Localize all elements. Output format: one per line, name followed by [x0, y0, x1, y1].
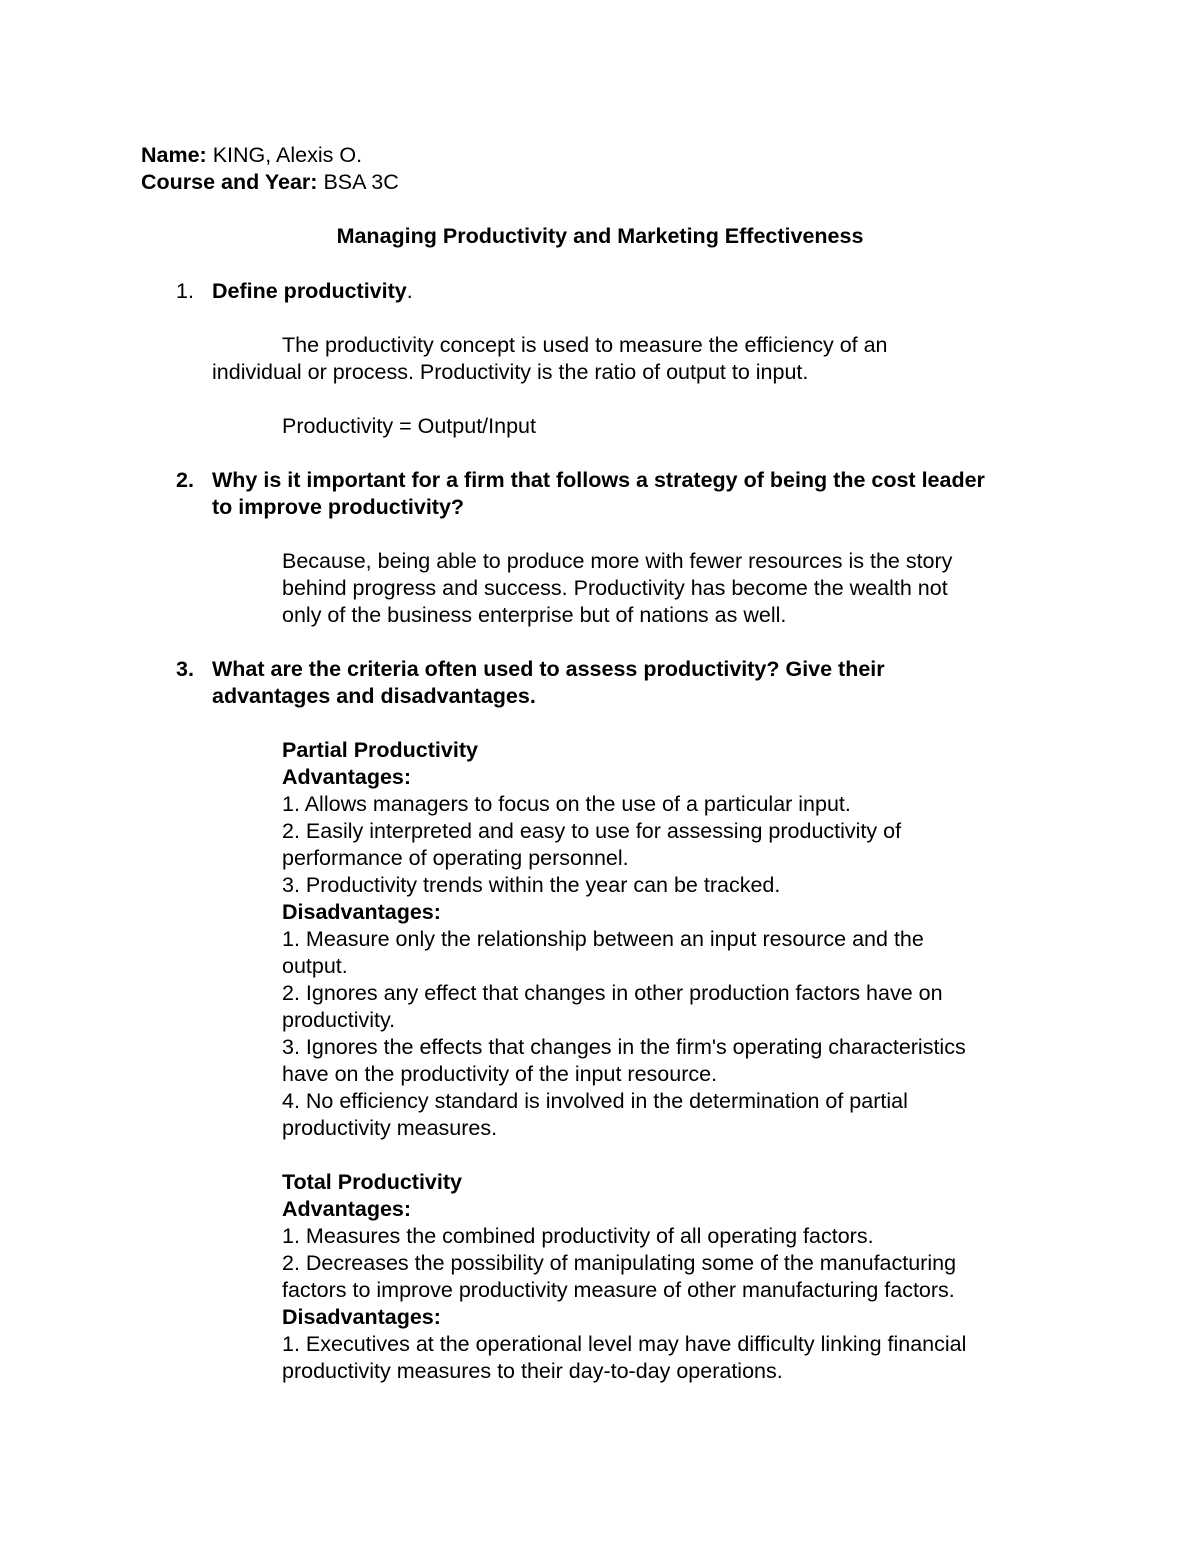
partial-disadvantage-line: 4. No efficiency standard is involved in the determination of partial: [282, 1089, 908, 1113]
q2-question-line: Why is it important for a firm that follows a strategy of being the cost leader: [212, 468, 985, 492]
name-value: KING, Alexis O.: [212, 143, 363, 167]
q3-question-line: advantages and disadvantages.: [212, 684, 536, 708]
q2-answer: [282, 548, 952, 629]
partial-disadvantage-line: 3. Ignores the effects that changes in the firm's operating characteristics: [282, 1035, 966, 1059]
partial-advantage-line: performance of operating personnel.: [282, 846, 629, 870]
q3-question-line: What are the criteria often used to assess productivity? Give their: [212, 657, 885, 681]
q1-question-period: .: [406, 279, 413, 303]
q2-question-line: to improve productivity?: [212, 495, 465, 519]
q1-answer-line: individual or process. Productivity is the ratio of output to input.: [212, 360, 809, 384]
course-label: Course and Year:: [141, 170, 318, 194]
partial-disadvantage-line: output.: [282, 954, 348, 978]
q1-question-text: Define productivity: [212, 279, 407, 303]
course-line: [141, 169, 399, 196]
name-label: Name:: [141, 143, 207, 167]
total-disadvantage-line: 1. Executives at the operational level may have difficulty linking financial: [282, 1332, 967, 1356]
partial-productivity-heading: Partial Productivity: [282, 738, 478, 762]
total-advantage-line: 2. Decreases the possibility of manipulating some of the manufacturing: [282, 1251, 957, 1275]
partial-disadvantages-label: Disadvantages:: [282, 900, 441, 924]
q2-answer-line: behind progress and success. Productivity has become the wealth not: [282, 576, 948, 600]
q3-number: 3.: [176, 657, 194, 681]
partial-disadvantage-line: productivity.: [282, 1008, 396, 1032]
partial-disadvantage-line: have on the productivity of the input resource.: [282, 1062, 718, 1086]
q1-formula: Productivity = Output/Input: [282, 414, 536, 438]
total-disadvantage-line: productivity measures to their day-to-day operations.: [282, 1359, 783, 1383]
partial-disadvantage-line: productivity measures.: [282, 1116, 498, 1140]
partial-advantages-label: Advantages:: [282, 765, 412, 789]
q1-question: [212, 278, 413, 305]
total-advantage-line: 1. Measures the combined productivity of all operating factors.: [282, 1224, 874, 1248]
name-line: [141, 142, 362, 169]
total-disadvantages-label: Disadvantages:: [282, 1305, 441, 1329]
q2-answer-line: Because, being able to produce more with fewer resources is the story: [282, 549, 953, 573]
total-advantages-label: Advantages:: [282, 1197, 412, 1221]
total-productivity-heading: Total Productivity: [282, 1170, 462, 1194]
course-value: BSA 3C: [323, 170, 399, 194]
total-productivity-section: [282, 1169, 966, 1385]
q1-number: 1.: [176, 279, 194, 303]
q2-number: 2.: [176, 468, 194, 492]
partial-disadvantage-line: 1. Measure only the relationship between an input resource and the: [282, 927, 924, 951]
document-title: Managing Productivity and Marketing Effectiveness: [336, 224, 864, 248]
partial-disadvantage-line: 2. Ignores any effect that changes in other production factors have on: [282, 981, 943, 1005]
partial-productivity-section: [282, 737, 966, 1142]
total-advantage-line: factors to improve productivity measure of other manufacturing factors.: [282, 1278, 955, 1302]
partial-advantage-line: 2. Easily interpreted and easy to use for assessing productivity of: [282, 819, 902, 843]
q1-answer-line: The productivity concept is used to measure the efficiency of an: [282, 333, 888, 357]
partial-advantage-line: 1. Allows managers to focus on the use of a particular input.: [282, 792, 851, 816]
partial-advantage-line: 3. Productivity trends within the year can be tracked.: [282, 873, 781, 897]
q2-answer-line: only of the business enterprise but of nations as well.: [282, 603, 787, 627]
